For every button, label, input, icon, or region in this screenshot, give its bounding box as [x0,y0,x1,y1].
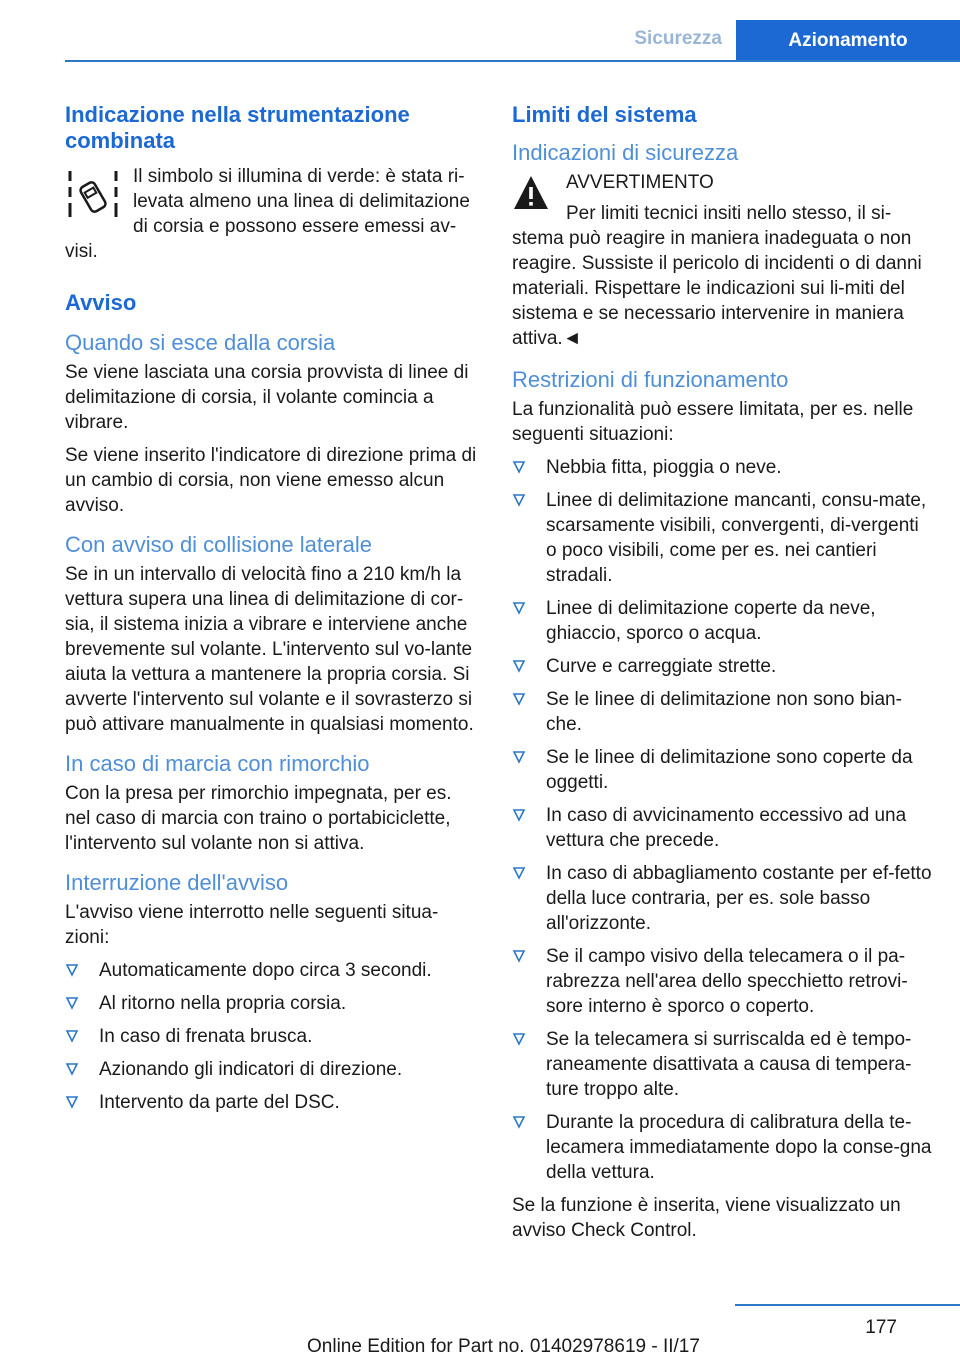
list-item [512,1110,932,1185]
list-item-text: Se le linee di delimitazione sono coperte da oggetti. [546,747,913,793]
interrupt-paragraph: L'avviso viene interrotto nelle seguenti situa-zioni: [65,902,439,948]
triangle-bullet-icon [512,745,532,770]
triangle-bullet-icon [512,1027,532,1052]
left-column [65,102,480,1123]
list-item [512,687,932,737]
restrictions-list [512,455,932,1185]
triangle-bullet-icon [512,944,532,969]
list-item-text: Se la telecamera si surriscalda ed è tempo-raneamente disattivata a causa di tempera-ture troppo alte. [546,1029,912,1100]
safety-heading: Indicazioni di sicurezza [512,140,739,165]
list-item [65,1090,480,1115]
list-item [65,1024,480,1049]
list-item-text: Intervento da parte del DSC. [99,1092,340,1113]
triangle-bullet-icon [65,1024,85,1049]
list-item-text: Durante la procedura di calibratura della te-lecamera immediatamente dopo la conse-gna della vettura. [546,1112,932,1183]
list-item-text: Linee di delimitazione mancanti, consu-mate, scarsamente visibili, convergenti, di-vergenti o poco visibili, come per es. nei cantieri stradali. [546,490,927,586]
list-item-text: Automaticamente dopo circa 3 secondi. [99,960,432,981]
list-item [512,1027,932,1102]
list-item-text: Se il campo visivo della telecamera o il pa-rabrezza nell'area dello specchietto retrovi-sore interno è sporco o coperto. [546,946,908,1017]
restrictions-paragraph: La funzionalità può essere limitata, per es. nelle seguenti situazioni: [512,399,914,445]
warning-block [512,170,932,351]
list-item-text: In caso di abbagliamento costante per ef-fetto della luce contraria, per es. sole basso all'orizzonte. [546,863,932,934]
warning-label: AVVERTIMENTO [566,172,714,193]
collision-paragraph: Se in un intervallo di velocità fino a 210 km/h la vettura supera una linea di delimitazione di cor-sia, il sistema inizia a vibrare e interviene anche brevemente sul volante. L'intervento sul vo-lante aiuta la vettura a mantenere la propria corsia. Si avverte l'intervento sul volante e il sovrasterzo si può attivare manualmente in qualsiasi momento. [65,564,474,735]
triangle-bullet-icon [512,654,532,679]
list-item-text: In caso di frenata brusca. [99,1026,313,1047]
right-column [512,102,932,1251]
list-item-text: Al ritorno nella propria corsia. [99,993,347,1014]
list-item [65,991,480,1016]
triangle-bullet-icon [512,455,532,480]
triangle-bullet-icon [65,991,85,1016]
lane-paragraph-2: Se viene inserito l'indicatore di direzione prima di un cambio di corsia, non viene emesso alcun avviso. [65,445,477,516]
warning-triangle-icon [512,174,550,212]
list-item [512,944,932,1019]
list-item [65,1057,480,1082]
list-item [512,803,932,853]
closing-paragraph: Se la funzione è inserita, viene visualizzato un avviso Check Control. [512,1195,901,1241]
triangle-bullet-icon [65,1090,85,1115]
triangle-bullet-icon [65,958,85,983]
triangle-bullet-icon [512,488,532,513]
display-text: Il simbolo si illumina di verde: è stata ri-levata almeno una linea di delimitazione di corsia e possono essere emessi av-visi. [65,166,470,262]
interrupt-heading: Interruzione dell'avviso [65,870,289,895]
triangle-bullet-icon [65,1057,85,1082]
display-heading: Indicazione nella strumentazione combinata [65,102,410,153]
lane-paragraph-1: Se viene lasciata una corsia provvista di linee di delimitazione di corsia, il volante comincia a vibrare. [65,362,469,433]
list-item [512,654,932,679]
interrupt-list [65,958,480,1115]
header-section-tab: Sicurezza [634,28,722,49]
list-item-text: Linee di delimitazione coperte da neve, ghiaccio, sporco o acqua. [546,598,876,644]
list-item [512,861,932,936]
list-item [512,745,932,795]
list-item-text: Nebbia fitta, pioggia o neve. [546,457,782,478]
list-item [512,488,932,588]
edition-note: Online Edition for Part no. 01402978619 - II/17 [307,1336,700,1357]
list-item-text: Se le linee di delimitazione non sono bian-che. [546,689,902,735]
triangle-bullet-icon [512,596,532,621]
list-item-text: Curve e carreggiate strette. [546,656,777,677]
triangle-bullet-icon [512,861,532,886]
warning-heading: Avviso [65,290,137,315]
display-icon-block [65,164,480,264]
list-item [512,596,932,646]
page-number: 177 [865,1317,897,1338]
warning-text: Per limiti tecnici insiti nello stesso, il si-stema può reagire in maniera inadeguata o non reagire. Sussiste il pericolo di incidenti o di danni materiali. Rispettare le indicazioni sui li-miti del sistema e se necessario intervenire in maniera attiva.◄ [512,203,922,349]
restrictions-heading: Restrizioni di funzionamento [512,367,789,392]
footer-rule [735,1304,960,1306]
list-item-text: Azionando gli indicatori di direzione. [99,1059,403,1080]
triangle-bullet-icon [512,687,532,712]
header-chapter-tab: Azionamento [736,20,960,62]
trailer-paragraph: Con la presa per rimorchio impegnata, per es. nel caso di marcia con traino o portabiciclette, l'intervento sul volante non si attiva. [65,783,452,854]
trailer-heading: In caso di marcia con rimorchio [65,751,370,776]
list-item [512,455,932,480]
list-item [65,958,480,983]
triangle-bullet-icon [512,803,532,828]
list-item-text: In caso di avvicinamento eccessivo ad una vettura che precede. [546,805,907,851]
lane-departure-icon [65,166,121,222]
collision-heading: Con avviso di collisione laterale [65,532,372,557]
limits-heading: Limiti del sistema [512,102,697,127]
header-rule [65,60,960,62]
lane-heading: Quando si esce dalla corsia [65,330,336,355]
triangle-bullet-icon [512,1110,532,1135]
